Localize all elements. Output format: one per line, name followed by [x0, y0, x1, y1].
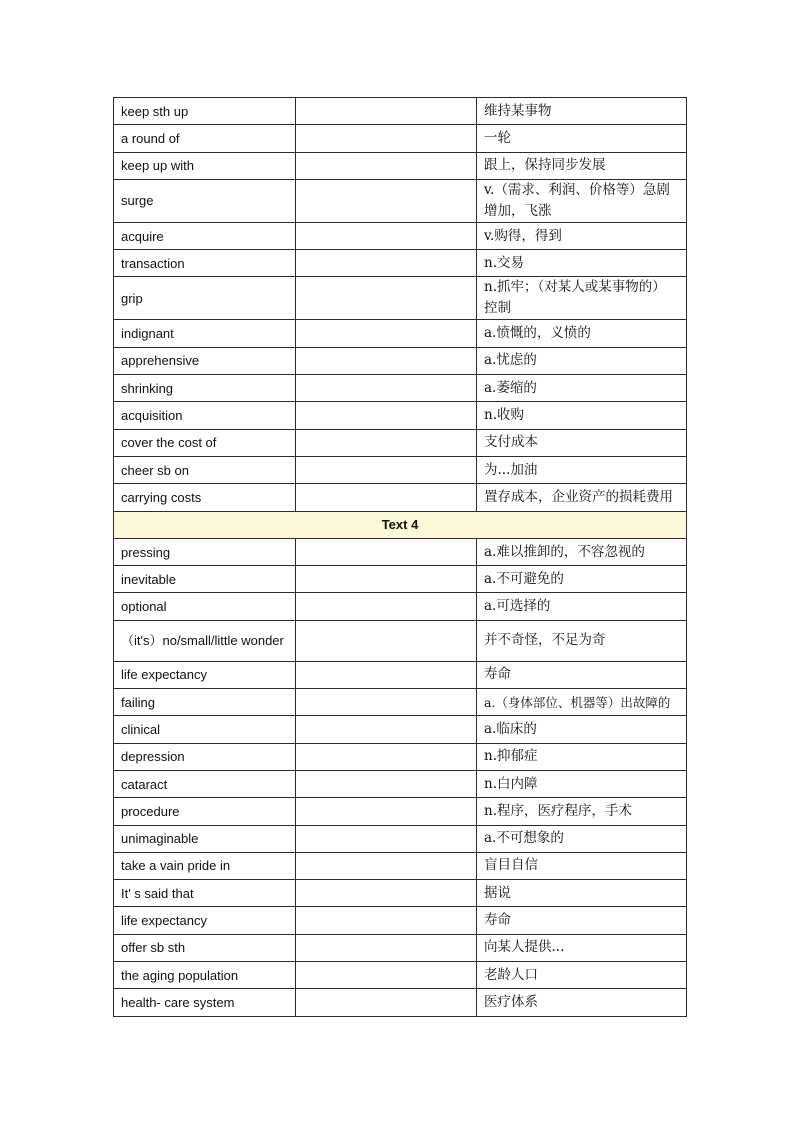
definition-cell: 寿命: [477, 661, 687, 688]
definition-cell: a.临床的: [477, 716, 687, 743]
term-cell: life expectancy: [114, 661, 296, 688]
table-row: [114, 825, 687, 852]
table-row: [114, 907, 687, 934]
table-row: [114, 429, 687, 456]
table-row: [114, 798, 687, 825]
term-cell: apprehensive: [114, 347, 296, 374]
definition-cell: 一轮: [477, 125, 687, 152]
table-row: [114, 962, 687, 989]
blank-cell: [296, 429, 477, 456]
table-row: [114, 661, 687, 688]
table-row: [114, 880, 687, 907]
blank-cell: [296, 179, 477, 222]
table-row: [114, 716, 687, 743]
blank-cell: [296, 375, 477, 402]
term-cell: shrinking: [114, 375, 296, 402]
table-row: [114, 347, 687, 374]
term-cell: life expectancy: [114, 907, 296, 934]
table-row: [114, 375, 687, 402]
vocabulary-table: [113, 97, 687, 1017]
definition-cell: a.可选择的: [477, 593, 687, 620]
term-cell: acquire: [114, 222, 296, 249]
definition-cell: 置存成本，企业资产的损耗费用: [477, 484, 687, 511]
table-row: [114, 852, 687, 879]
term-cell: indignant: [114, 320, 296, 347]
table-row: [114, 689, 687, 716]
definition-cell: a.忧虑的: [477, 347, 687, 374]
term-cell: cheer sb on: [114, 456, 296, 483]
blank-cell: [296, 770, 477, 797]
table-row: [114, 179, 687, 222]
table-row: [114, 250, 687, 277]
table-row: [114, 152, 687, 179]
definition-cell: 向某人提供...: [477, 934, 687, 961]
term-cell: inevitable: [114, 566, 296, 593]
definition-cell: n.白内障: [477, 770, 687, 797]
definition-cell: a.（身体部位、机器等）出故障的: [477, 689, 687, 716]
definition-cell: 老龄人口: [477, 962, 687, 989]
term-cell: cover the cost of: [114, 429, 296, 456]
blank-cell: [296, 484, 477, 511]
definition-cell: 支付成本: [477, 429, 687, 456]
section-title: Text 4: [114, 511, 687, 538]
term-cell: a round of: [114, 125, 296, 152]
blank-cell: [296, 620, 477, 661]
blank-cell: [296, 743, 477, 770]
blank-cell: [296, 852, 477, 879]
table-row: [114, 125, 687, 152]
table-row: [114, 484, 687, 511]
table-row: [114, 320, 687, 347]
table-row: [114, 456, 687, 483]
definition-cell: a.不可想象的: [477, 825, 687, 852]
definition-cell: n.程序，医疗程序，手术: [477, 798, 687, 825]
definition-cell: 为...加油: [477, 456, 687, 483]
term-cell: depression: [114, 743, 296, 770]
term-cell: keep up with: [114, 152, 296, 179]
term-cell: It' s said that: [114, 880, 296, 907]
term-cell: carrying costs: [114, 484, 296, 511]
term-cell: unimaginable: [114, 825, 296, 852]
definition-cell: 医疗体系: [477, 989, 687, 1016]
definition-cell: a.难以推卸的，不容忽视的: [477, 538, 687, 565]
blank-cell: [296, 907, 477, 934]
table-row: [114, 620, 687, 661]
definition-cell: n.抓牢；（对某人或某事物的）控制: [477, 277, 687, 320]
table-row: [114, 743, 687, 770]
definition-cell: v.购得，得到: [477, 222, 687, 249]
term-cell: offer sb sth: [114, 934, 296, 961]
blank-cell: [296, 456, 477, 483]
blank-cell: [296, 962, 477, 989]
definition-cell: n.交易: [477, 250, 687, 277]
definition-cell: 维持某事物: [477, 98, 687, 125]
term-cell: grip: [114, 277, 296, 320]
blank-cell: [296, 250, 477, 277]
blank-cell: [296, 320, 477, 347]
definition-cell: 据说: [477, 880, 687, 907]
table-row: [114, 770, 687, 797]
term-cell: health- care system: [114, 989, 296, 1016]
blank-cell: [296, 347, 477, 374]
blank-cell: [296, 277, 477, 320]
term-cell: the aging population: [114, 962, 296, 989]
table-row: [114, 593, 687, 620]
definition-cell: 寿命: [477, 907, 687, 934]
definition-cell: v.（需求、利润、价格等）急剧增加，飞涨: [477, 179, 687, 222]
definition-cell: 并不奇怪，不足为奇: [477, 620, 687, 661]
blank-cell: [296, 593, 477, 620]
blank-cell: [296, 825, 477, 852]
blank-cell: [296, 989, 477, 1016]
table-row: [114, 222, 687, 249]
definition-cell: a.不可避免的: [477, 566, 687, 593]
table-row: [114, 277, 687, 320]
blank-cell: [296, 125, 477, 152]
blank-cell: [296, 798, 477, 825]
blank-cell: [296, 689, 477, 716]
section-header-row: [114, 511, 687, 538]
term-cell: optional: [114, 593, 296, 620]
term-cell: transaction: [114, 250, 296, 277]
term-cell: （it's）no/small/little wonder: [114, 620, 296, 661]
definition-cell: a.萎缩的: [477, 375, 687, 402]
blank-cell: [296, 661, 477, 688]
definition-cell: 跟上，保持同步发展: [477, 152, 687, 179]
table-row: [114, 989, 687, 1016]
blank-cell: [296, 152, 477, 179]
blank-cell: [296, 716, 477, 743]
table-row: [114, 538, 687, 565]
blank-cell: [296, 934, 477, 961]
term-cell: cataract: [114, 770, 296, 797]
term-cell: acquisition: [114, 402, 296, 429]
table-row: [114, 566, 687, 593]
table-row: [114, 934, 687, 961]
term-cell: failing: [114, 689, 296, 716]
blank-cell: [296, 222, 477, 249]
table-row: [114, 402, 687, 429]
term-cell: clinical: [114, 716, 296, 743]
blank-cell: [296, 98, 477, 125]
table-row: [114, 98, 687, 125]
term-cell: surge: [114, 179, 296, 222]
definition-cell: n.抑郁症: [477, 743, 687, 770]
blank-cell: [296, 880, 477, 907]
definition-cell: a.愤慨的，义愤的: [477, 320, 687, 347]
blank-cell: [296, 402, 477, 429]
term-cell: keep sth up: [114, 98, 296, 125]
blank-cell: [296, 538, 477, 565]
definition-cell: 盲目自信: [477, 852, 687, 879]
term-cell: take a vain pride in: [114, 852, 296, 879]
term-cell: pressing: [114, 538, 296, 565]
term-cell: procedure: [114, 798, 296, 825]
definition-cell: n.收购: [477, 402, 687, 429]
blank-cell: [296, 566, 477, 593]
